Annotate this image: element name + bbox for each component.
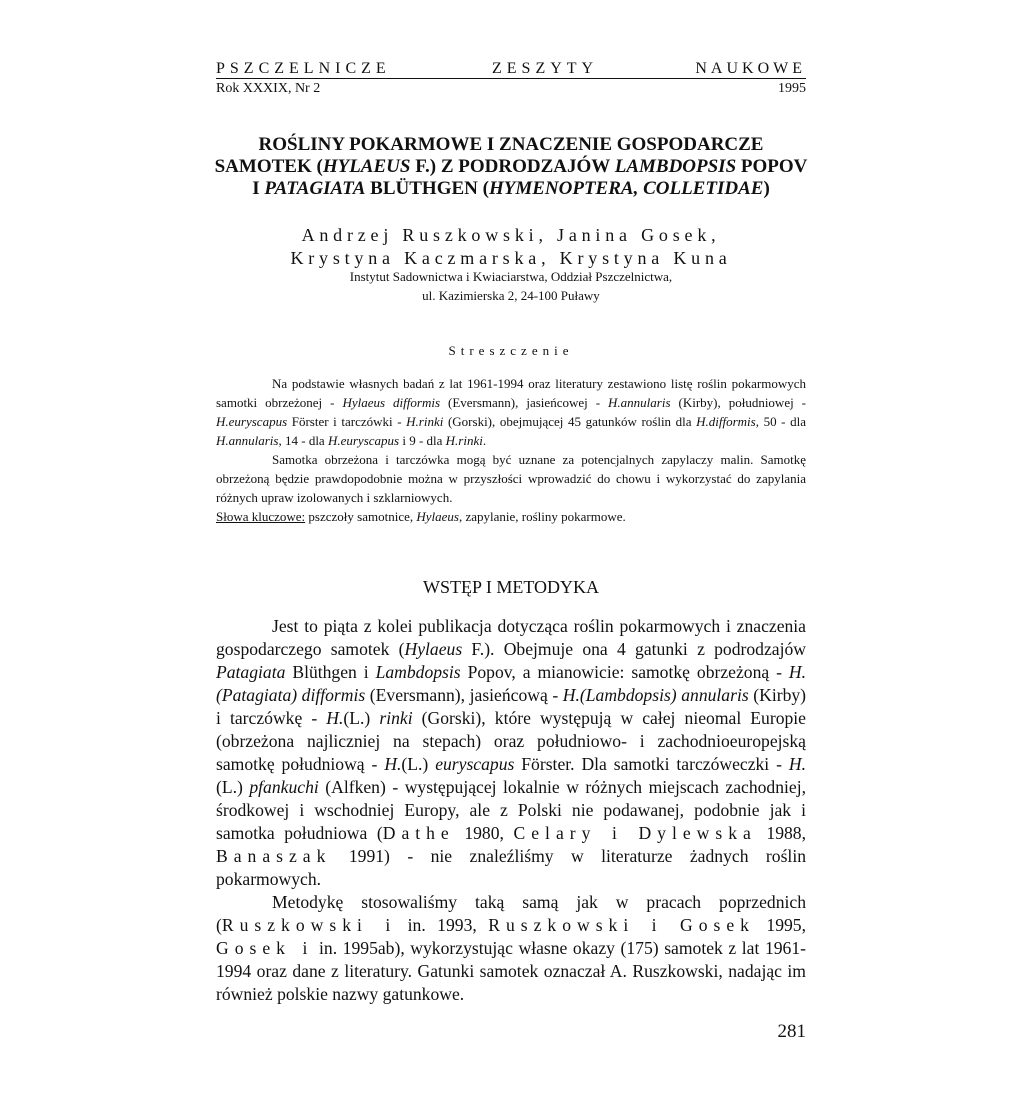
title-line-3: I PATAGIATA BLÜTHGEN (HYMENOPTERA, COLLETIDAE) [252, 178, 770, 199]
journal-title-part1: PSZCZELNICZE [216, 60, 391, 77]
text-run: 1988, [756, 823, 806, 843]
section-body [216, 615, 806, 1006]
text-run: , zapylanie, rośliny pokarmowe. [458, 509, 626, 524]
species-name: H.rinki [445, 433, 483, 448]
cited-author: Ruszkowski i [221, 915, 397, 935]
keywords [216, 507, 806, 526]
text-run: (Gorski), obejmującej 45 gatunków roślin dla [443, 414, 697, 429]
issue-line [216, 80, 806, 98]
text-run: (Eversmann), jasieńcowej - [440, 395, 609, 410]
genus-name: Hylaeus [416, 509, 459, 524]
abstract-paragraph-1 [216, 374, 806, 450]
text-run: (L.) [216, 777, 250, 797]
taxon-name: H. [384, 754, 402, 774]
page-number: 281 [777, 1021, 806, 1042]
text-run: Jest to piąta z kolei publikacja dotycząca roślin pokarmowych i znaczenia gospodarczego samotek ( [216, 616, 806, 659]
body-paragraph-1 [216, 615, 806, 891]
volume-number: Rok XXXIX, Nr 2 [216, 81, 321, 96]
section-heading: WSTĘP I METODYKA [423, 577, 599, 597]
body-paragraph-2 [216, 891, 806, 1006]
taxon-name: Patagiata [216, 662, 286, 682]
text-run: 1991) - nie znaleźliśmy w literaturze żadnych roślin pokarmowych. [216, 846, 806, 889]
text-run: (Gorski), które występują w całej nieomal Europie (obrzeżona najliczniej na stepach) oraz południowo- i zachodnioeuropejską samotkę południową - [216, 708, 806, 774]
text-run: , 14 - dla [278, 433, 328, 448]
taxon-name: H.(Patagiata) difformis [216, 662, 806, 705]
cited-author: Celary i Dylewska [513, 823, 757, 843]
species-name: H.euryscapus [327, 433, 400, 448]
cited-author: Dathe [382, 823, 455, 843]
authors-line-2: Krystyna Kaczmarska, Krystyna Kuna [290, 248, 732, 268]
text-run: , 50 - dla [755, 414, 806, 429]
taxon-name: rinki [379, 708, 413, 728]
species-name: H.euryscapus [216, 414, 288, 429]
text-run: Metodykę stosowaliśmy taką samą jak w pracach poprzednich ( [216, 892, 806, 935]
abstract [216, 374, 806, 526]
text-run: F.). Obejmuje ona 4 gatunki z podrodzajów [462, 639, 806, 659]
text-run: . [482, 433, 487, 448]
species-name: H.difformis [696, 414, 756, 429]
species-name: H.annularis [216, 433, 279, 448]
text-run: (Kirby) i tarczówkę - [216, 685, 807, 728]
species-name: Hylaeus difformis [342, 395, 441, 410]
text-run: in. 1995ab), wykorzystując własne okazy (175) samotek z lat 1961-1994 oraz dane z literatury. Gatunki samotek oznaczał A. Ruszkowski, nadając im również polskie nazwy gatunkowe. [216, 938, 807, 1004]
text-run: i 9 - dla [399, 433, 446, 448]
text-run: Förster. Dla samotki tarczóweczki - [514, 754, 789, 774]
taxon-name: Hylaeus [404, 639, 463, 659]
header-rule [216, 78, 806, 79]
text-run: (Kirby), południowej - [670, 395, 807, 410]
title-line-2: SAMOTEK (HYLAEUS F.) Z PODRODZAJÓW LAMBDOPSIS POPOV [214, 156, 808, 177]
taxon-name: LAMBDOPSIS [614, 156, 737, 177]
affiliation-line-2: ul. Kazimierska 2, 24-100 Puławy [422, 288, 600, 303]
article-title [205, 134, 817, 200]
journal-title [216, 58, 806, 80]
taxon-name: euryscapus [435, 754, 515, 774]
text-run: (Alfken) - występującej lokalnie w różnych miejscach zachodniej, środkowej i wschodniej Europy, ale z Polski nie podawanej, podobnie jak i samotka południowa ( [216, 777, 807, 843]
taxon-name: H.(Lambdopsis) annularis [562, 685, 749, 705]
taxon-name: pfankuchi [249, 777, 319, 797]
authors-line-1: Andrzej Ruszkowski, Janina Gosek, [301, 225, 721, 245]
taxon-name: HYLAEUS [322, 156, 411, 177]
text-run: Förster i tarczówki - [287, 414, 407, 429]
text-run: Blüthgen i [285, 662, 376, 682]
author-list [205, 224, 817, 270]
cited-author: Banaszak [216, 846, 332, 866]
publication-year: 1995 [778, 81, 806, 96]
text-run: in. 1993, [396, 915, 489, 935]
text-run: 1995, [754, 915, 806, 935]
keywords-label: Słowa kluczowe: [216, 509, 306, 524]
text-run: (L.) [343, 708, 380, 728]
taxon-name: HYMENOPTERA, COLLETIDAE [488, 178, 764, 199]
affiliation-line-1: Instytut Sadownictwa i Kwiaciarstwa, Oddział Pszczelnictwa, [349, 269, 673, 284]
abstract-paragraph-2: Samotka obrzeżona i tarczówka mogą być uznane za potencjalnych zapylaczy malin. Samotkę obrzeżoną będzie prawdopodobnie można w przyszłości wprowadzić do chowu i wykorzystać do zapylania różnych upraw izolowanych i szklarniowych. [216, 452, 806, 505]
taxon-name: H. [326, 708, 344, 728]
affiliation [205, 267, 817, 305]
title-line-1: ROŚLINY POKARMOWE I ZNACZENIE GOSPODARCZE [258, 134, 764, 155]
species-name: H.annularis [608, 395, 671, 410]
taxon-name: Lambdopsis [375, 662, 461, 682]
cited-author: Ruszkowski i Gosek [488, 915, 755, 935]
text-run: (Eversmann), jasieńcową - [365, 685, 563, 705]
text-run: pszczoły samotnice, [305, 509, 417, 524]
journal-title-part3: NAUKOWE [695, 60, 806, 77]
species-name: H.rinki [406, 414, 444, 429]
taxon-name: PATAGIATA [264, 178, 366, 199]
text-run: Na podstawie własnych badań z lat 1961-1994 oraz literatury zestawiono listę roślin pokarmowych samotki obrzeżonej - [216, 376, 806, 410]
text-run: 1980, [454, 823, 514, 843]
taxon-name: H. [788, 754, 806, 774]
abstract-heading: Streszczenie [448, 343, 574, 358]
text-run: (L.) [401, 754, 436, 774]
cited-author: Gosek i [216, 938, 314, 958]
text-run: Popov, a mianowicie: samotkę obrzeżoną - [460, 662, 789, 682]
journal-title-part2: ZESZYTY [492, 60, 599, 77]
